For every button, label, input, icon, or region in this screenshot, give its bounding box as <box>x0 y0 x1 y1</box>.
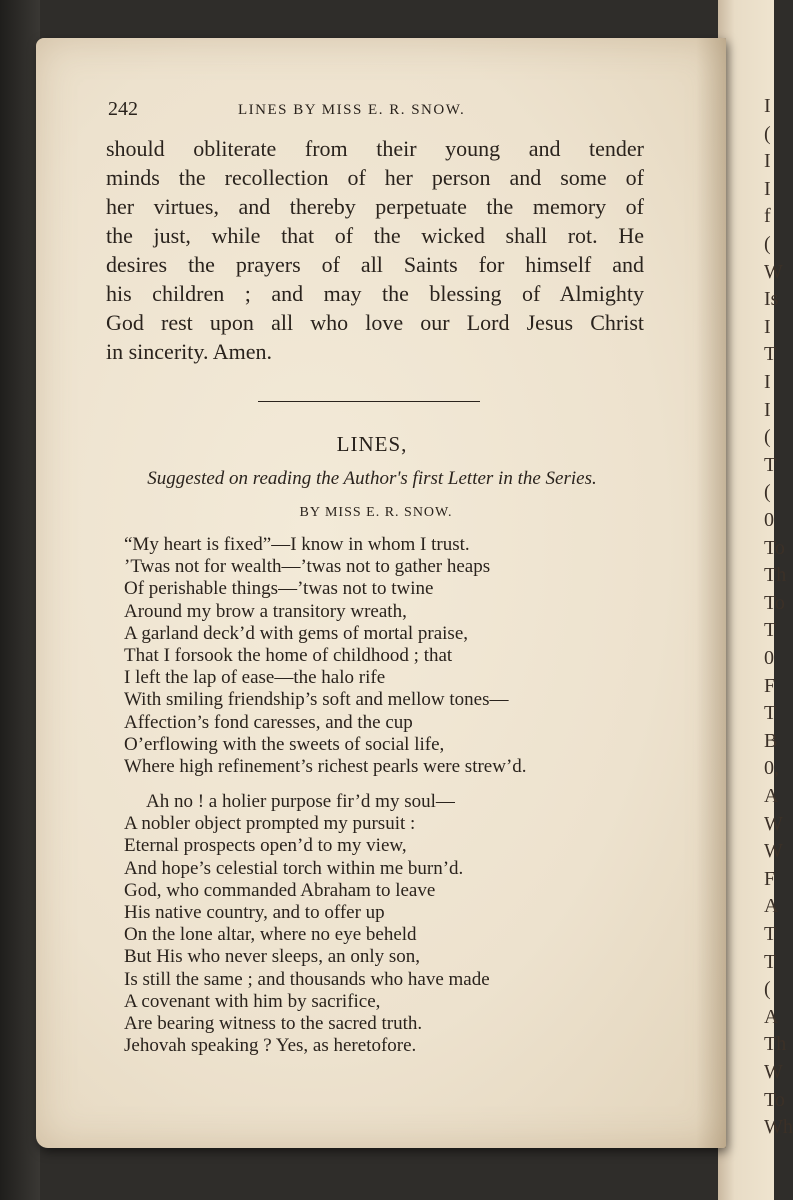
poem-title: LINES, <box>336 432 408 456</box>
dark-backdrop <box>0 0 40 1200</box>
next-page-glyph: ( <box>764 426 771 449</box>
poem-line: “My heart is fixed”—I know in whom I trust. <box>124 534 470 555</box>
next-page-glyph: f <box>764 205 771 228</box>
prose-line: the just, while that of the wicked shall rot. He <box>106 223 644 248</box>
next-page-glyph: F <box>764 867 776 890</box>
poem-line: Around my brow a transitory wreath, <box>124 600 407 622</box>
book-page <box>36 38 726 1148</box>
poem-line: But His who never sleeps, an only son, <box>124 946 421 968</box>
poem-line: God, who commanded Abraham to leave <box>124 879 436 901</box>
prose-line: minds the recollection of her person and some of <box>106 165 644 190</box>
next-page-edge <box>718 0 793 1200</box>
next-page-glyph: 0 <box>764 647 774 669</box>
poem-line: Affection’s fond caresses, and the cup <box>124 711 413 733</box>
next-page-glyph: I <box>764 150 771 173</box>
poem-line: Eternal prospects open’d to my view, <box>124 835 407 857</box>
next-page-glyph: T <box>764 702 777 725</box>
next-page-glyph: B <box>764 729 778 752</box>
prose-line: God rest upon all who love our Lord Jesus Christ <box>106 310 644 335</box>
prose-line: should obliterate from their young and tender <box>106 136 644 161</box>
next-page-glyph: I <box>764 177 771 200</box>
next-page-glyph: Th <box>764 564 787 587</box>
next-page-glyph: I <box>764 315 771 338</box>
next-page-glyph: To <box>764 591 785 614</box>
page-header <box>108 98 538 128</box>
poem-line: I left the lap of ease—the halo rife <box>124 667 386 689</box>
section-divider <box>258 401 480 402</box>
next-page-glyph: ( <box>764 233 771 255</box>
next-page-glyph: T <box>764 453 777 476</box>
poem-line: Are bearing witness to the sacred truth. <box>124 1013 423 1035</box>
next-page-glyph: A <box>764 1005 779 1028</box>
next-page-glyph: Wh <box>764 1116 793 1139</box>
next-page-glyph: I <box>764 398 771 421</box>
next-page-glyph: T <box>764 343 777 366</box>
next-page-glyph: ( <box>764 122 771 145</box>
poem-line: A garland deck’d with gems of mortal praise, <box>124 622 469 644</box>
poem-subtitle: Suggested on reading the Author's first Letter in the Series. <box>147 468 597 489</box>
poem-line: With smiling friendship’s soft and mellow tones— <box>124 689 509 711</box>
next-page-glyph: To <box>764 536 785 559</box>
poem-line: On the lone altar, where no eye beheld <box>124 924 417 946</box>
next-page-glyph: T <box>764 950 777 973</box>
next-page-glyph: 0, <box>764 757 779 780</box>
prose-line: desires the prayers of all Saints for himself and <box>106 252 644 277</box>
next-page-glyph: W <box>764 260 783 283</box>
poem-stanza-1 <box>124 534 684 778</box>
poem-line: And hope’s celestial torch within me burn’d. <box>124 857 464 879</box>
poem-line: O’erflowing with the sweets of social life, <box>124 733 445 755</box>
next-page-glyph: T <box>764 619 777 642</box>
poem-stanza-2 <box>124 791 684 1057</box>
poem-line: His native country, and to offer up <box>124 902 385 924</box>
next-page-glyph: W <box>764 812 783 835</box>
next-page-glyph: To <box>764 1088 785 1111</box>
poem-line: Ah no ! a holier purpose fir’d my soul— <box>146 791 455 812</box>
poem-byline: BY MISS E. R. SNOW. <box>299 505 453 520</box>
next-page-glyph: T <box>764 923 777 945</box>
poem-line: A nobler object prompted my pursuit : <box>124 813 416 835</box>
next-page-glyph: 0 <box>764 509 774 531</box>
prose-line: his children ; and may the blessing of Almighty <box>106 281 644 306</box>
poem-line: Is still the same ; and thousands who have made <box>124 968 490 990</box>
next-page-glyph: ( <box>764 978 771 1001</box>
next-page-glyph: Th <box>764 1033 787 1056</box>
prose-line: her virtues, and thereby perpetuate the memory of <box>106 194 644 219</box>
next-page-glyph: F <box>764 674 776 697</box>
prose-line: in sincerity. Amen. <box>106 339 272 364</box>
next-page-glyph: I <box>764 371 771 393</box>
running-head: LINES BY MISS E. R. SNOW. <box>238 102 466 118</box>
next-page-glyph: A <box>764 785 779 807</box>
next-page-glyph: Is <box>764 288 779 311</box>
next-page-glyph: W <box>764 1061 783 1083</box>
gutter-shadow <box>696 38 726 1148</box>
prose-paragraph <box>106 134 644 366</box>
poem-line: ’Twas not for wealth—’twas not to gather heaps <box>124 556 491 578</box>
next-page-glyph: I <box>764 95 771 117</box>
poem-line: Where high refinement’s richest pearls were strew’d. <box>124 756 527 778</box>
poem-line: Of perishable things—’twas not to twine <box>124 578 434 600</box>
next-page-glyph: A <box>764 895 779 918</box>
poem-line: That I forsook the home of childhood ; that <box>124 645 453 667</box>
next-page-glyph: W <box>764 840 783 863</box>
page-number: 242 <box>108 98 138 120</box>
next-page-glyph: ( <box>764 481 771 504</box>
poem-line: A covenant with him by sacrifice, <box>124 990 381 1012</box>
poem-line: Jehovah speaking ? Yes, as heretofore. <box>124 1035 417 1057</box>
